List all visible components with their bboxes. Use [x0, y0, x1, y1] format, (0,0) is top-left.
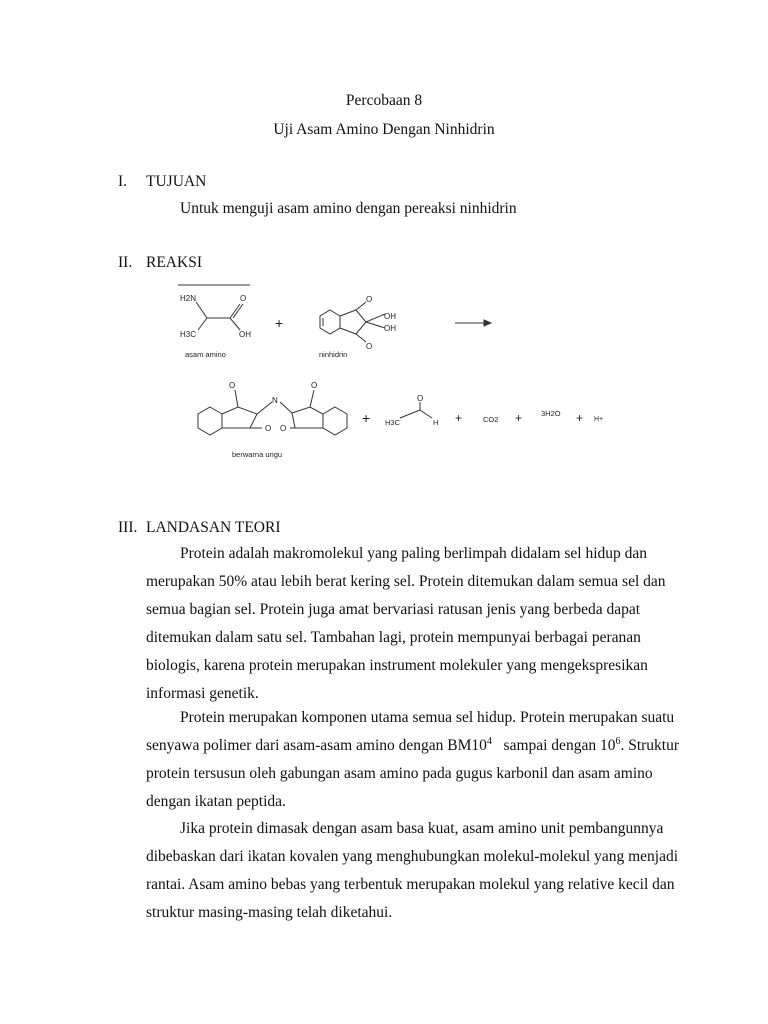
- text-line: merupakan 50% atau lebih berat kering sel. Protein ditemukan dalam semua sel dan: [146, 573, 666, 590]
- label-h: H: [433, 418, 439, 427]
- label-oh: OH: [384, 312, 396, 321]
- caption-amino-acid: asam amino: [185, 350, 226, 359]
- text-line: biologis, karena protein merupakan instrument molekuler yang mengekspresikan: [146, 657, 648, 674]
- label-n: N: [272, 396, 278, 405]
- label-co2: CO2: [483, 415, 499, 424]
- section-heading-reaksi: REAKSI: [146, 254, 202, 271]
- section-number: I.: [118, 173, 128, 190]
- amino-acid-structure: [180, 294, 251, 339]
- label-proton: H+: [594, 416, 604, 423]
- label-water: 3H2O: [541, 409, 561, 418]
- document-title: Percobaan 8: [345, 92, 423, 109]
- section-heading-landasan-teori: LANDASAN TEORI: [146, 519, 281, 536]
- label-o: O: [265, 424, 272, 433]
- superscript: 6: [615, 735, 621, 747]
- caption-product: berwarna ungu: [232, 450, 283, 459]
- label-oh: OH: [384, 324, 396, 333]
- document-subtitle: Uji Asam Amino Dengan Ninhidrin: [273, 121, 495, 138]
- label-o: O: [417, 394, 424, 403]
- plus-sign: +: [275, 315, 284, 331]
- text-line: struktur masing-masing telah diketahui.: [146, 904, 393, 921]
- plus-sign: +: [515, 411, 523, 425]
- label-h2n: H2N: [180, 294, 197, 303]
- label-o: O: [280, 424, 287, 433]
- text-line: dibebaskan dari ikatan kovalen yang menghubungkan molekul-molekul yang menjadi: [146, 848, 679, 865]
- text-segment: senyawa polimer dari asam-asam amino dengan BM10: [146, 737, 487, 754]
- label-oh: OH: [239, 330, 251, 339]
- tujuan-text: Untuk menguji asam amino dengan pereaksi ninhidrin: [180, 200, 517, 217]
- plus-sign: +: [576, 411, 584, 425]
- label-o: O: [366, 342, 373, 351]
- section-number: III.: [118, 519, 138, 536]
- text-line: Protein adalah makromolekul yang paling berlimpah didalam sel hidup dan: [180, 545, 648, 562]
- label-h3c: H3C: [180, 330, 197, 339]
- superscript: 4: [486, 735, 492, 747]
- reaction-arrow: [455, 320, 491, 326]
- label-o: O: [366, 295, 373, 304]
- text-line: [146, 735, 680, 755]
- text-line: semua bagian sel. Protein juga amat bervariasi ratusan jenis yang berbeda dapat: [146, 601, 641, 618]
- text-segment: . Struktur: [620, 737, 680, 754]
- section-heading-tujuan: TUJUAN: [146, 173, 207, 190]
- caption-ninhydrin: ninhidrin: [319, 350, 348, 359]
- plus-sign: +: [362, 410, 371, 426]
- text-line: protein tersusun oleh gabungan asam amino pada gugus karbonil dan asam amino: [146, 765, 653, 782]
- text-line: rantai. Asam amino bebas yang terbentuk merupakan molekul yang relative kecil dan: [146, 876, 675, 893]
- label-o: O: [311, 381, 318, 390]
- text-segment: sampai dengan 10: [503, 737, 616, 754]
- text-line: Jika protein dimasak dengan asam basa kuat, asam amino unit pembangunnya: [180, 820, 664, 837]
- purple-product-structure: [198, 381, 347, 435]
- acetaldehyde-structure: [385, 394, 438, 427]
- text-line: informasi genetik.: [146, 685, 259, 702]
- plus-sign: +: [455, 411, 463, 425]
- label-h3c: H3C: [385, 418, 401, 427]
- label-o: O: [229, 381, 236, 390]
- text-line: ditemukan dalam satu sel. Tambahan lagi, protein mempunyai berbagai peranan: [146, 629, 641, 646]
- section-number: II.: [118, 254, 133, 271]
- ninhydrin-structure: [320, 295, 396, 351]
- label-o: O: [240, 294, 247, 303]
- text-line: dengan ikatan peptida.: [146, 793, 286, 810]
- text-line: Protein merupakan komponen utama semua sel hidup. Protein merupakan suatu: [180, 709, 675, 726]
